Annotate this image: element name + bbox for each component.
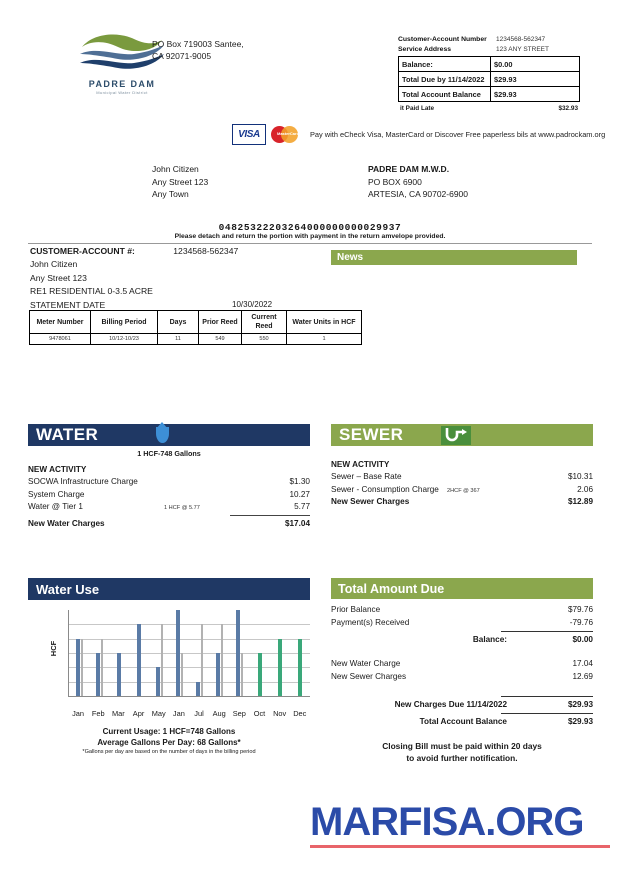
water-line-amount: 10.27 [289,489,310,499]
sewer-line-amount: $10.31 [567,472,593,482]
chart-x-tick-label: Dec [293,709,307,718]
if-paid-late-value: $32.93 [558,105,578,112]
chart-month-group [191,610,209,696]
chart-footer-line3: *Gallons per day are based on the number of days in the billing period [82,749,256,755]
water-total-row [28,519,310,528]
customer-rate-class: RE1 RESIDENTIAL 0-3.5 ACRE [30,286,153,297]
list-item [331,618,593,627]
mastercard-label: MasterCard [277,131,300,136]
balance-sub-amount: $0.00 [572,635,593,644]
prior-balance-amount: $79.76 [567,605,593,614]
total-due-title: Total Amount Due [338,581,445,596]
chart-bar-current [96,653,100,696]
payment-methods [232,124,605,145]
chart-month-group [211,610,229,696]
logo-brand-name: PADRE DAM [88,79,156,89]
cell-days: 11 [158,334,199,345]
sewer-line-mid: 2HCF @ 367 [447,487,480,494]
new-charges-due-amount: $29.93 [567,700,593,709]
total-due-body [331,605,593,726]
total-account-balance-label: Total Account Balance [399,87,491,102]
sewer-total-amount: $12.89 [567,497,593,507]
customer-street: Any Street 123 [152,176,209,187]
new-water-charge-label: New Water Charge [331,659,401,668]
list-item [28,490,310,499]
new-sewer-charge-label: New Sewer Charges [331,672,407,681]
table-row [399,87,580,102]
col-prior-read: Prior Reed [199,311,242,334]
chart-bar-previous [161,624,163,696]
chart-y-axis-label: HCF [49,640,59,657]
chart-month-group [170,610,188,696]
water-line-desc: System Charge [28,489,85,499]
chart-month-group [271,610,289,696]
closing-line1: Closing Bill must be paid within 20 days [382,741,542,751]
chart-footer [28,726,310,755]
chart-bar-previous [241,653,243,696]
chart-x-axis [28,709,310,718]
chart-month-group [150,610,168,696]
water-line-amount: $1.30 [289,477,310,487]
cell-prior-read: 549 [199,334,242,345]
chart-x-tick-label: Jul [194,709,204,718]
chart-x-tick-label: Jan [172,709,185,718]
chart-bar-current [137,624,141,696]
statement-date-value: 10/30/2022 [232,300,273,309]
table-row [399,57,580,72]
water-total-rule [230,515,310,516]
service-address-label: Service Address [398,46,452,53]
water-panel-header [28,424,310,446]
sewer-total-label: New Sewer Charges [331,497,410,507]
col-water-units: Water Units in HCF [287,311,362,334]
meter-reading-table [29,310,362,345]
watermark-underline [310,845,610,848]
chart-month-group [231,610,249,696]
table-row [30,334,362,345]
list-item [28,502,310,511]
chart-bar-current [156,667,160,696]
sewer-line-desc: Sewer – Base Rate [331,472,402,482]
customer-mailing-address [152,163,208,201]
water-charges-panel [28,424,310,531]
col-current-read: Current Reed [242,311,287,334]
chart-month-group [291,610,309,696]
water-lines [28,465,310,528]
sewer-charges-panel [331,424,593,510]
chart-x-tick-label: Jan [72,709,85,718]
balance-label: Balance: [399,57,491,72]
chart-x-tick-label: Aug [212,709,226,718]
water-hcf-note: 1 HCF-748 Gallons [137,449,201,458]
chart-month-group [70,610,88,696]
col-days: Days [158,311,199,334]
visa-label: VISA [238,129,260,140]
total-balance-rule [501,713,593,714]
pipe-glyph-icon [443,427,469,443]
list-item [28,477,310,486]
remit-utility-name: PADRE DAM M.W.D. [368,164,450,174]
visa-icon [232,124,266,145]
remit-to-address [368,163,468,201]
table-header-row [30,311,362,334]
cell-water-units: 1 [287,334,362,345]
sewer-line-amount: 2.06 [577,484,593,494]
list-item [331,659,593,668]
water-line-mid: 1 HCF @ 5.77 [164,505,200,512]
account-number-label: Customer-Account Number [398,36,487,43]
list-item [331,672,593,681]
customer-details-block [30,245,238,312]
logo-brand-subtitle: Municipal Water District [96,90,148,95]
news-title: News [337,252,364,263]
col-meter-number: Meter Number [30,311,91,334]
spacer [331,685,593,696]
new-charges-due-label: New Charges Due 11/14/2022 [394,700,507,709]
chart-x-tick-label: Feb [91,709,105,718]
cell-meter-number: 9478061 [30,334,91,345]
spacer [331,648,593,659]
watermark [310,800,610,848]
new-sewer-charge-amount: 12.69 [572,672,593,681]
chart-x-tick-label: May [151,709,166,718]
news-banner [331,250,577,265]
chart-bar-current [216,653,220,696]
total-account-balance-value: $29.93 [491,87,580,102]
total-due-value: $29.93 [491,72,580,87]
chart-month-group [90,610,108,696]
water-line-amount: 5.77 [294,502,310,512]
detach-instruction: Please detach and return the portion with payment in the return amvelope provided. [174,233,446,240]
chart-month-group [130,610,148,696]
water-line-desc: SOCWA Infrastructure Charge [28,477,138,487]
closing-notice [331,740,593,764]
new-charges-due-row [331,700,593,709]
account-number-value: 1234568-562347 [496,36,546,43]
col-billing-period: Billing Period [91,311,158,334]
chart-month-group [110,610,128,696]
sewer-lines [331,460,593,506]
balance-sub-label: Balance: [472,635,507,644]
customer-name: John Citizen [152,164,199,174]
list-item [331,605,593,614]
remit-city-state: ARTESIA, CA 90702-6900 [368,189,469,199]
chart-bar-previous [181,653,183,696]
customer-account-value: 1234568-562347 [173,246,239,256]
customer-block-street: Any Street 123 [30,272,87,283]
service-address-row [398,46,580,53]
closing-line2: to avoid further notification. [406,753,518,763]
sewer-total-row [331,497,593,506]
new-charges-rule [501,696,593,697]
chart-plot-wrapper [28,610,310,706]
customer-account-label: CUSTOMER-ACCOUNT #: [30,246,135,256]
chart-bar-current [258,653,262,696]
chart-bar-previous [201,624,203,696]
chart-bar-current [298,639,302,696]
return-address-line2: CA 92071-9005 [152,51,212,61]
watermark-text: MARFISA.ORG [310,800,584,844]
balance-rule [501,631,593,632]
chart-bar-current [176,610,180,696]
total-balance-label: Total Account Balance [419,717,507,726]
customer-city: Any Town [152,189,189,199]
return-address-line1: PO Box 719003 Santee, [152,39,244,49]
sewer-activity-label [331,460,593,469]
new-water-charge-amount: 17.04 [572,659,593,668]
cell-billing-period: 10/12-10/23 [91,334,158,345]
account-summary-box [398,36,580,112]
chart-x-tick-label: Sep [232,709,246,718]
water-total-label: New Water Charges [28,518,105,528]
chart-bar-current [196,682,200,696]
chart-bar-current [76,639,80,696]
balance-value: $0.00 [491,57,580,72]
payments-received-label: Payment(s) Received [331,618,410,627]
chart-bar-current [278,639,282,696]
cell-current-read: 550 [242,334,287,345]
sewer-title: SEWER [339,425,404,444]
sewer-line-desc: Sewer - Consumption Charge [331,484,439,494]
detach-divider [28,243,592,244]
balance-row [331,635,593,644]
water-activity-label [28,465,310,474]
list-item [331,485,593,494]
water-activity-text: NEW ACTIVITY [28,465,87,474]
chart-bar-previous [221,624,223,696]
total-due-label: Total Due by 11/14/2022 [399,72,491,87]
water-title: WATER [36,425,99,444]
table-row [399,72,580,87]
customer-account-line [30,245,238,258]
chart-footer-line2: Average Gallons Per Day: 68 Gallons* [97,738,241,747]
chart-bar-previous [101,639,103,696]
account-number-row [398,36,580,43]
water-line-desc: Water @ Tier 1 [28,502,83,512]
return-address [152,38,244,62]
water-drop-icon [156,427,169,443]
chart-bar-previous [81,639,83,696]
remit-po-box: PO BOX 6900 [368,176,422,187]
if-paid-late-label: it Paid Late [400,105,435,112]
chart-x-tick-label: Mar [112,709,125,718]
chart-month-group [251,610,269,696]
if-paid-late-row [398,105,580,112]
chart-title: Water Use [36,581,100,597]
payment-text: Pay with eCheck Visa, MasterCard or Discover Free paperless bils at www.padrockam.org [310,130,606,139]
chart-bar-current [236,610,240,696]
chart-x-tick-label: Oct [253,709,266,718]
water-total-amount: $17.04 [284,518,310,528]
chart-x-tick-label: Apr [132,709,145,718]
customer-block-name: John Citizen [30,259,78,270]
total-balance-amount: $29.93 [567,717,593,726]
service-address-value: 123 ANY STREET [496,46,549,53]
prior-balance-label: Prior Balance [331,605,381,614]
chart-bar-current [117,653,121,696]
chart-header [28,578,310,600]
total-due-header [331,578,593,599]
total-amount-due-panel [331,578,593,764]
sewer-activity-text: NEW ACTIVITY [331,460,390,469]
list-item [331,472,593,481]
payments-received-amount: -79.76 [569,618,593,627]
chart-plot-area [68,610,310,697]
total-account-balance-row [331,717,593,726]
statement-date-label: STATEMENT DATE [30,299,106,310]
chart-footer-line1: Current Usage: 1 HCF=748 Gallons [102,727,236,736]
sewer-panel-header [331,424,593,446]
ocr-scanline: 04825322203264000000000029937 [218,222,402,233]
account-balance-table [398,56,580,102]
mastercard-icon [271,125,305,144]
sewer-pipe-icon [441,426,471,445]
chart-x-tick-label: Nov [273,709,287,718]
water-use-chart-panel [28,578,310,755]
